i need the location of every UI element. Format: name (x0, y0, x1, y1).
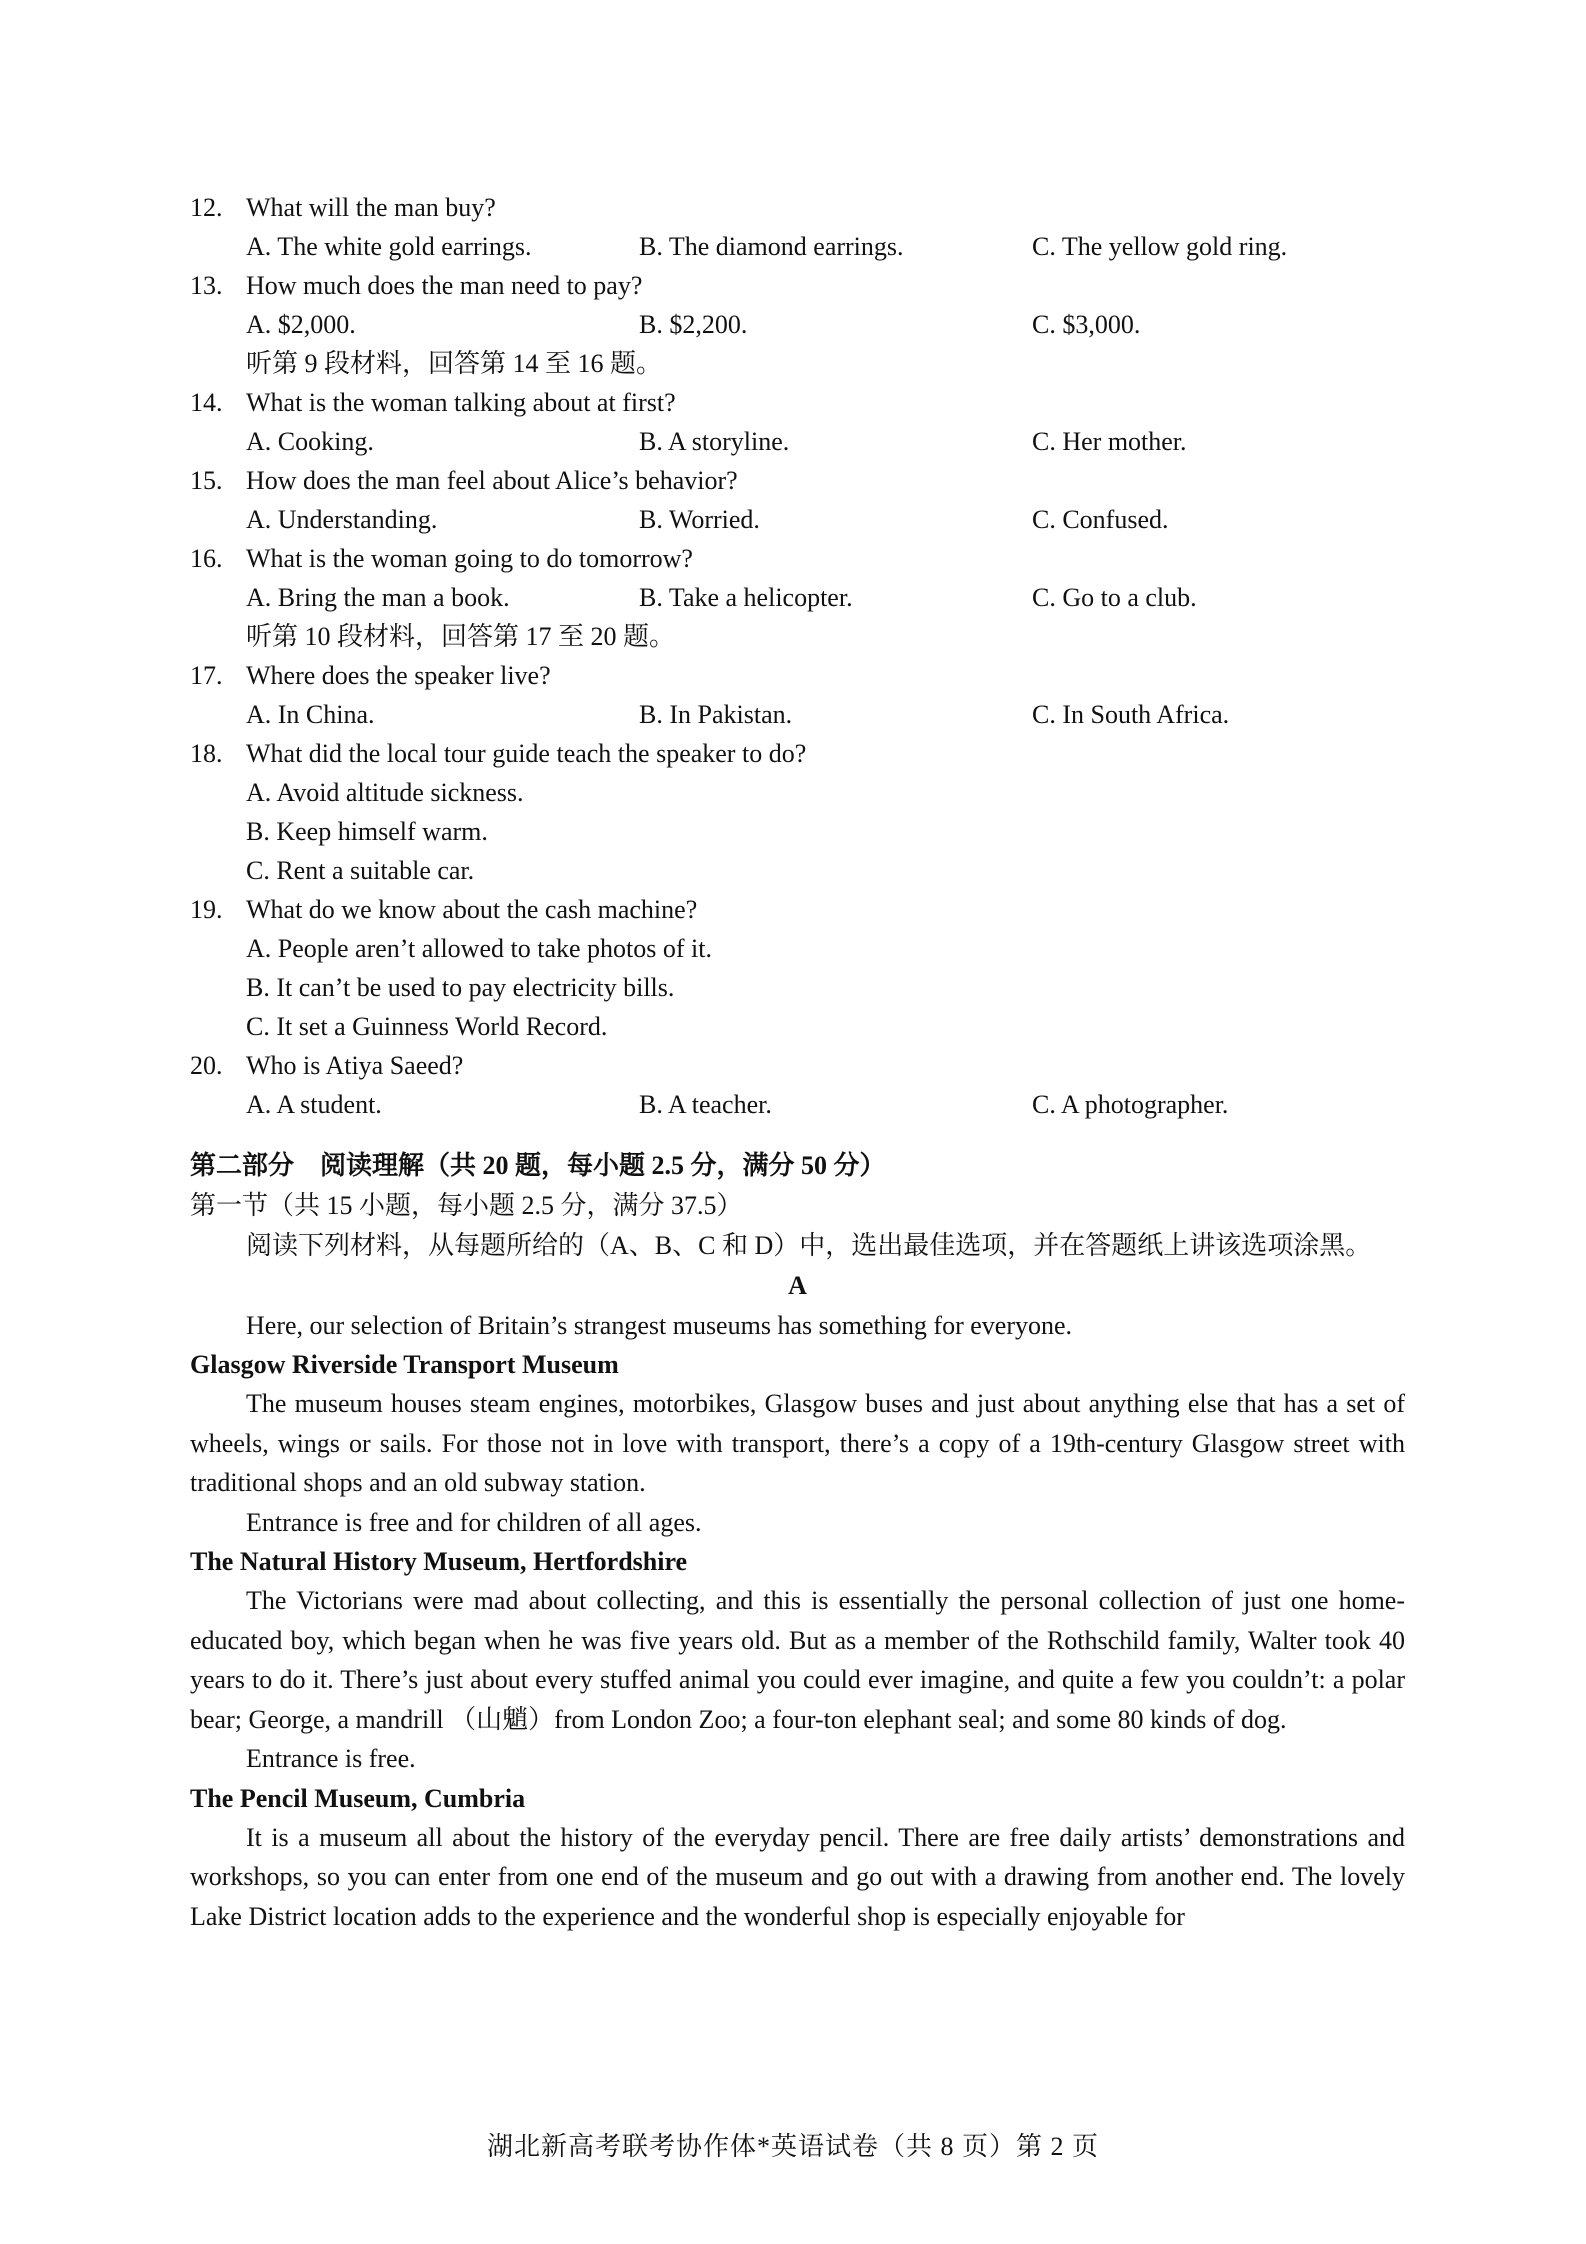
page-footer: 湖北新高考联考协作体*英语试卷（共 8 页）第 2 页 (486, 2132, 1099, 2161)
option-c: C. It set a Guinness World Record. (246, 1012, 608, 1041)
option-c: C. A photographer. (1032, 1090, 1229, 1119)
option-a: A. A student. (246, 1090, 382, 1119)
question-13 (190, 266, 1405, 344)
part2-title: 第二部分 阅读理解（共 20 题，每小题 2.5 分，满分 50 分） (190, 1151, 886, 1180)
section1-title: 第一节（共 15 小题，每小题 2.5 分，满分 37.5） (190, 1191, 743, 1220)
question-text: Who is Atiya Saeed? (246, 1051, 464, 1080)
question-text: What did the local tour guide teach the speaker to do? (246, 739, 807, 768)
museum-heading: The Natural History Museum, Hertfordshire (190, 1547, 688, 1576)
question-text: How much does the man need to pay? (246, 271, 643, 300)
question-text: What is the woman going to do tomorrow? (246, 544, 693, 573)
question-text: What do we know about the cash machine? (246, 895, 698, 924)
option-a: A. People aren’t allowed to take photos of it. (246, 934, 712, 963)
question-number: 19. (190, 895, 223, 924)
option-a: A. $2,000. (246, 310, 356, 339)
question-12 (190, 188, 1405, 266)
option-b: B. A teacher. (639, 1090, 772, 1119)
option-a: A. Cooking. (246, 427, 374, 456)
question-number: 14. (190, 388, 223, 417)
passage-intro: Here, our selection of Britain’s strangest museums has something for everyone. (246, 1310, 1073, 1340)
question-number: 17. (190, 661, 223, 690)
option-c: C. Confused. (1032, 505, 1169, 534)
question-number: 13. (190, 271, 223, 300)
question-text: How does the man feel about Alice’s behavior? (246, 466, 738, 495)
option-c: C. The yellow gold ring. (1032, 232, 1288, 261)
question-14 (190, 383, 1405, 461)
passage-letter: A (788, 1270, 807, 1300)
exam-page (190, 188, 1405, 1936)
question-16 (190, 539, 1405, 617)
option-b: B. $2,200. (639, 310, 748, 339)
museum-paragraph: Entrance is free and for children of all ages. (246, 1507, 702, 1537)
option-b: B. Take a helicopter. (639, 583, 853, 612)
museum-heading: Glasgow Riverside Transport Museum (190, 1350, 619, 1379)
question-text: What will the man buy? (246, 193, 496, 222)
question-number: 16. (190, 544, 223, 573)
option-a: A. In China. (246, 700, 375, 729)
option-a: A. Understanding. (246, 505, 438, 534)
question-number: 18. (190, 739, 223, 768)
listening-instruction-10: 听第 10 段材料，回答第 17 至 20 题。 (246, 622, 676, 651)
option-b: B. The diamond earrings. (639, 232, 904, 261)
museum-heading: The Pencil Museum, Cumbria (190, 1783, 526, 1813)
reading-directions: 阅读下列材料，从每题所给的（A、B、C 和 D）中，选出最佳选项，并在答题纸上讲该选项涂黑。 (246, 1231, 1372, 1260)
option-c: C. Her mother. (1032, 427, 1187, 456)
option-c: C. In South Africa. (1032, 700, 1230, 729)
option-b: B. It can’t be used to pay electricity bills. (246, 973, 675, 1002)
question-20 (190, 1046, 1405, 1124)
option-c: C. $3,000. (1032, 310, 1141, 339)
museum-paragraph: The museum houses steam engines, motorbikes, Glasgow buses and just about anything else that has a set of wheels, wings or sails. For those not in love with transport, there’s a copy of a 19th-century Glasgow street with traditional shops and an old subway station. (190, 1389, 1405, 1497)
question-15 (190, 461, 1405, 539)
option-b: B. Keep himself warm. (246, 817, 488, 846)
option-c: C. Go to a club. (1032, 583, 1197, 612)
option-a: A. Avoid altitude sickness. (246, 778, 524, 807)
question-17 (190, 656, 1405, 734)
option-c: C. Rent a suitable car. (246, 856, 475, 885)
option-a: A. Bring the man a book. (246, 583, 510, 612)
option-b: B. Worried. (639, 505, 760, 534)
museum-paragraph: It is a museum all about the history of the everyday pencil. There are free daily artists’ demonstrations and workshops, so you can enter from one end of the museum and go out with a drawing from another end. The lovely Lake District location adds to the experience and the wonderful shop is especially enjoyable for (190, 1822, 1405, 1931)
question-number: 15. (190, 466, 223, 495)
listening-instruction-9: 听第 9 段材料，回答第 14 至 16 题。 (246, 349, 663, 378)
question-18 (190, 734, 1405, 890)
question-text: What is the woman talking about at first? (246, 388, 676, 417)
question-text: Where does the speaker live? (246, 661, 551, 690)
museum-paragraph: Entrance is free. (246, 1744, 416, 1773)
question-number: 20. (190, 1051, 223, 1080)
option-b: B. In Pakistan. (639, 700, 793, 729)
option-a: A. The white gold earrings. (246, 232, 532, 261)
museum-paragraph: The Victorians were mad about collecting, and this is essentially the personal collection of just one home-educated boy, which began when he was five years old. But as a member of the Rothschild family, Walter took 40 years to do it. There’s just about every stuffed animal you could ever imagine, and quite a few you couldn’t: a polar bear; George, a mandrill （山魈）from London Zoo; a four-ton elephant seal; and some 80 kinds of dog. (190, 1586, 1405, 1734)
question-number: 12. (190, 193, 223, 222)
option-b: B. A storyline. (639, 427, 790, 456)
question-19 (190, 890, 1405, 1046)
